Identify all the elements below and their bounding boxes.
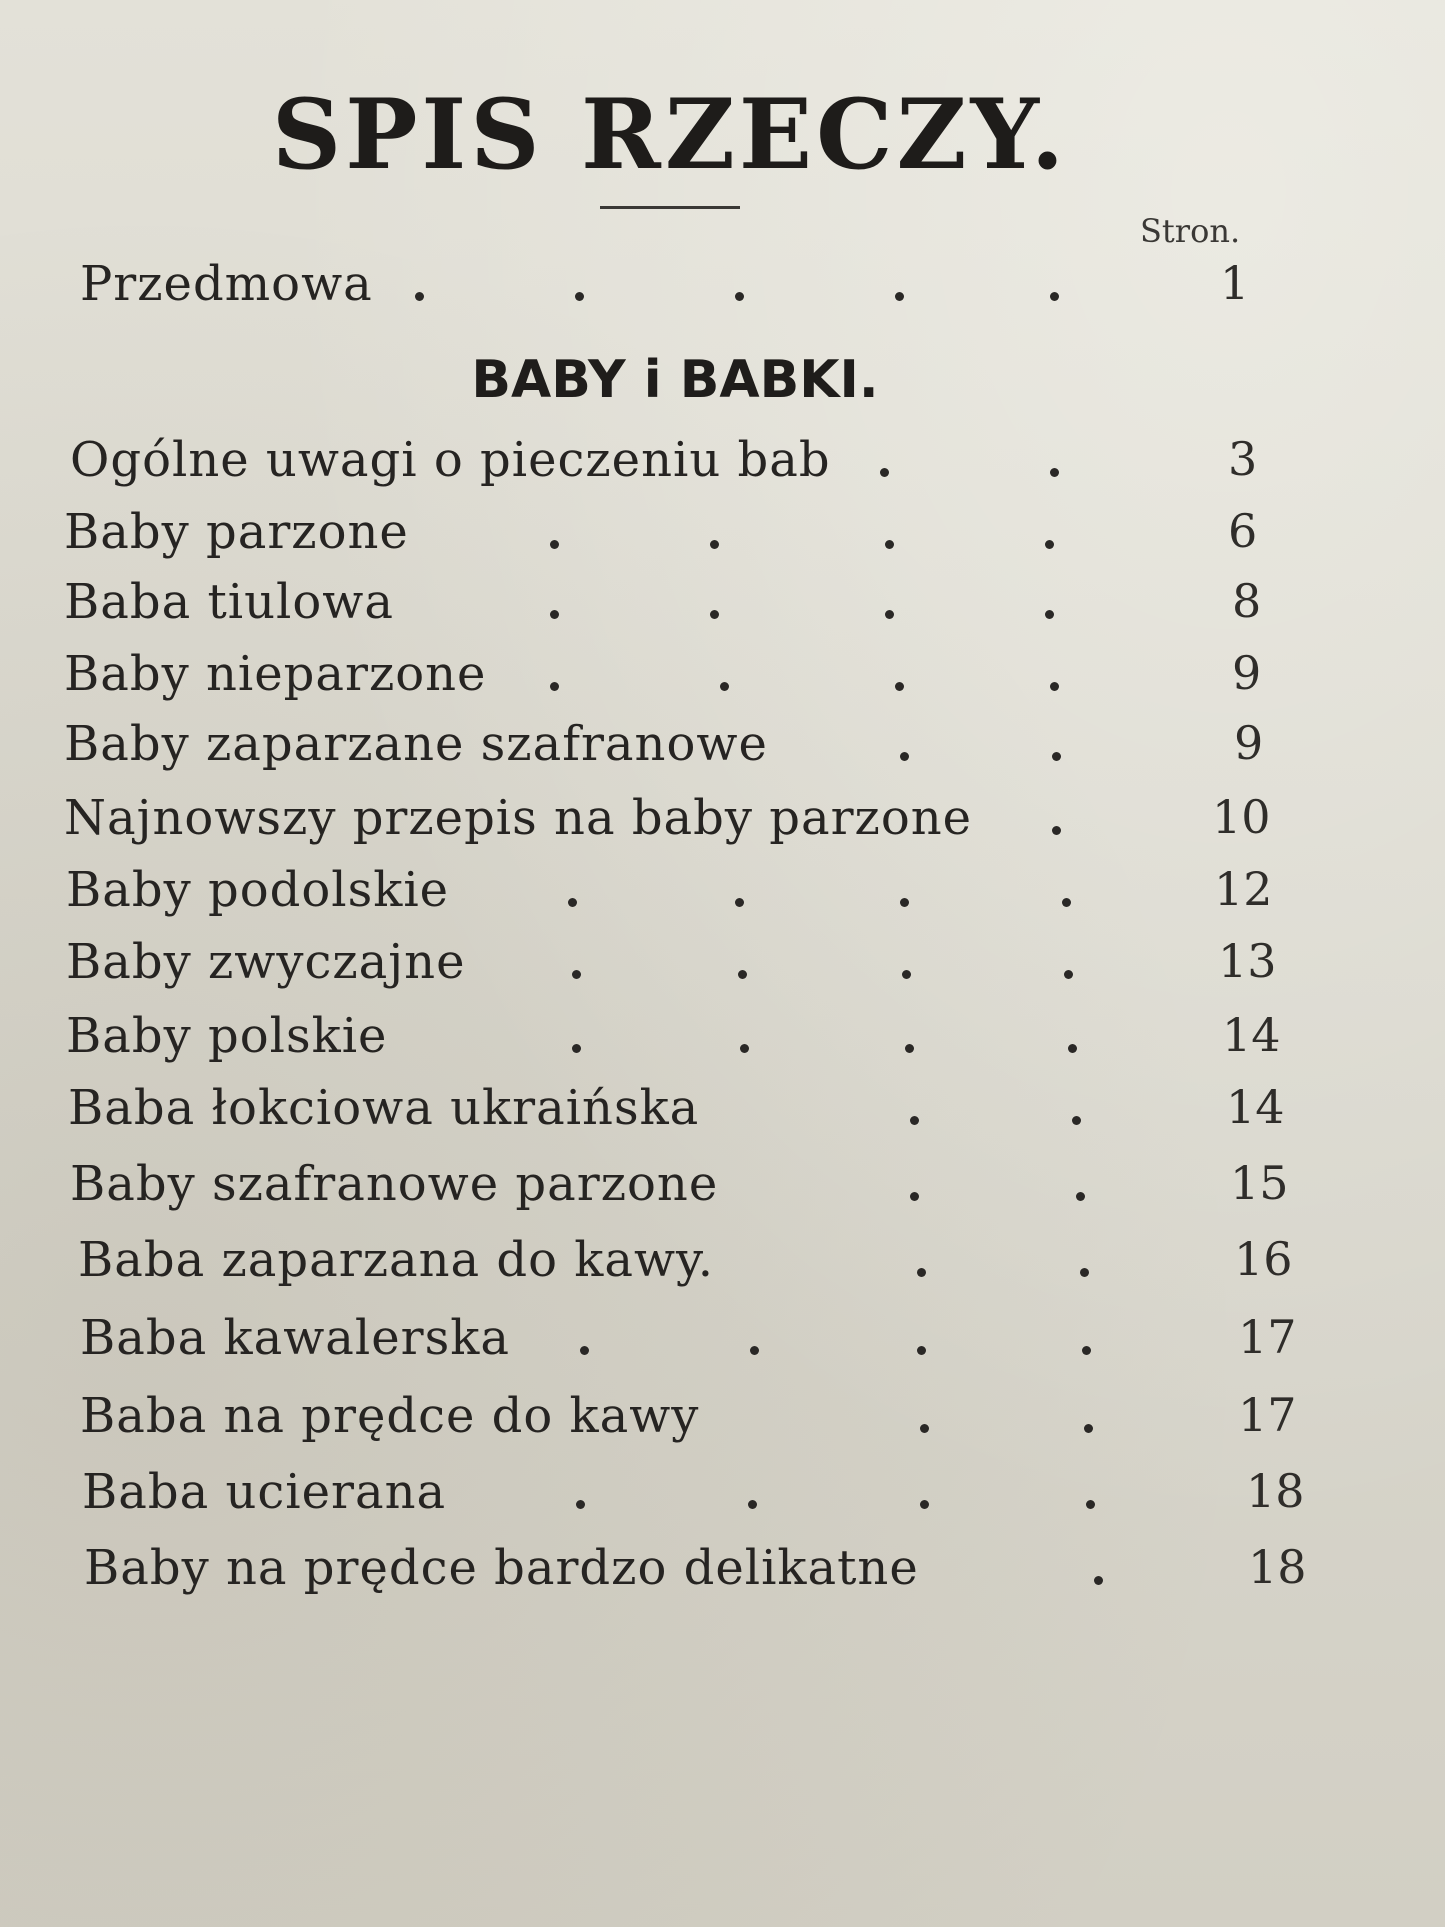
toc-entry-title: Baba łokciowa ukraińska [68, 1080, 700, 1136]
toc-entry-title: Baby nieparzone [64, 646, 487, 702]
leader-dot [1052, 826, 1061, 835]
toc-entry-page: 18 [1248, 1540, 1307, 1594]
toc-entry-title: Baby polskie [66, 1008, 388, 1064]
toc-entry-page: 12 [1214, 862, 1273, 916]
leader-dot [1084, 1424, 1093, 1433]
leader-dot [1080, 1268, 1089, 1277]
toc-entry [66, 862, 1380, 924]
leader-dot [1064, 970, 1073, 979]
toc-entry-page: 6 [1228, 504, 1258, 558]
leader-dot [720, 682, 729, 691]
toc-entry-page: 13 [1218, 934, 1277, 988]
toc-entry-page: 9 [1232, 646, 1262, 700]
leader-dot [902, 970, 911, 979]
toc-entry-page: 18 [1246, 1464, 1305, 1518]
toc-entry [64, 574, 1380, 636]
toc-entry [66, 1008, 1380, 1070]
leader-dot [1076, 1192, 1085, 1201]
leader-dot [910, 1116, 919, 1125]
leader-dot [905, 1044, 914, 1053]
toc-entry-title: Baba na prędce do kawy [80, 1388, 700, 1444]
leader-dot [1086, 1500, 1095, 1509]
leader-dot [1082, 1346, 1091, 1355]
leader-dot [917, 1346, 926, 1355]
leader-dot [415, 292, 424, 301]
toc-entry-page: 10 [1212, 790, 1271, 844]
toc-entry-title: Baba ucierana [82, 1464, 447, 1520]
leader-dot [895, 292, 904, 301]
leader-dot [750, 1346, 759, 1355]
toc-entry [70, 1156, 1380, 1218]
leader-dot [710, 540, 719, 549]
leader-dot [738, 970, 747, 979]
toc-entry [70, 432, 1380, 494]
leader-dot [1062, 898, 1071, 907]
toc-entry-title: Baby zwyczajne [66, 934, 466, 990]
toc-entry-page: 17 [1238, 1388, 1297, 1442]
leader-dot [710, 610, 719, 619]
toc-entry-title: Baba kawalerska [80, 1310, 510, 1366]
leader-dot [1050, 292, 1059, 301]
leader-dot [550, 540, 559, 549]
toc-entry-title: Ogólne uwagi o pieczeniu bab [70, 432, 831, 488]
toc-entry-page: 3 [1228, 432, 1258, 486]
toc-entry-title: Baby zaparzane szafranowe [64, 716, 768, 772]
leader-dot [1068, 1044, 1077, 1053]
toc-entry-title: Przedmowa [80, 256, 373, 312]
toc-entry-page: 9 [1234, 716, 1264, 770]
leader-dot [1072, 1116, 1081, 1125]
leader-dot [910, 1192, 919, 1201]
toc-entry-title: Baby podolskie [66, 862, 450, 918]
toc-entry-title: Baby na prędce bardzo delikatne [84, 1540, 919, 1596]
leader-dot [735, 898, 744, 907]
leader-dot [920, 1424, 929, 1433]
leader-dot [580, 1346, 589, 1355]
toc-entry-page: 1 [1220, 256, 1250, 310]
toc-entry-page: 16 [1234, 1232, 1293, 1286]
leader-dot [550, 682, 559, 691]
toc-entry-title: Baby szafranowe parzone [70, 1156, 719, 1212]
toc-entry [80, 1310, 1380, 1372]
toc-entry [64, 504, 1380, 566]
toc-entry-page: 17 [1238, 1310, 1297, 1364]
leader-dot [572, 1044, 581, 1053]
toc-entry [82, 1464, 1380, 1526]
leader-dot [880, 468, 889, 477]
toc-entry [80, 1388, 1380, 1450]
toc-entry [64, 716, 1380, 778]
page-column-header: Stron. [1140, 212, 1241, 250]
toc-entry-title: Najnowszy przepis na baby parzone [64, 790, 973, 846]
leader-dot [885, 540, 894, 549]
leader-dot [1050, 468, 1059, 477]
title-rule [600, 206, 740, 209]
toc-entry-preface [80, 256, 1260, 318]
leader-dot [550, 610, 559, 619]
leader-dot [885, 610, 894, 619]
toc-entry [68, 1080, 1380, 1142]
page-title: SPIS RZECZY. [271, 78, 1069, 191]
leader-dot [1052, 752, 1061, 761]
leader-dot [917, 1268, 926, 1277]
toc-entry-title: Baby parzone [64, 504, 409, 560]
toc-entry-page: 8 [1232, 574, 1262, 628]
leader-dot [572, 970, 581, 979]
leader-dot [900, 752, 909, 761]
leader-dot [920, 1500, 929, 1509]
leader-dot [1045, 610, 1054, 619]
toc-entry-page: 14 [1226, 1080, 1285, 1134]
toc-entry-page: 14 [1222, 1008, 1281, 1062]
toc-entry [64, 646, 1380, 708]
leader-dot [1050, 682, 1059, 691]
leader-dot [575, 292, 584, 301]
leader-dot [735, 292, 744, 301]
section-title: BABY i BABKI. [471, 350, 879, 410]
leader-dot [568, 898, 577, 907]
toc-entry-title: Baba zaparzana do kawy. [78, 1232, 715, 1288]
toc-entry [78, 1232, 1380, 1294]
toc-entry [64, 790, 1380, 852]
toc-entry-page: 15 [1230, 1156, 1289, 1210]
leader-dot [576, 1500, 585, 1509]
toc-entry [66, 934, 1380, 996]
leader-dot [1045, 540, 1054, 549]
leader-dot [900, 898, 909, 907]
leader-dot [748, 1500, 757, 1509]
leader-dot [740, 1044, 749, 1053]
leader-dot [895, 682, 904, 691]
leader-dot [1094, 1576, 1103, 1585]
toc-entry [84, 1540, 1380, 1602]
toc-entry-title: Baba tiulowa [64, 574, 394, 630]
